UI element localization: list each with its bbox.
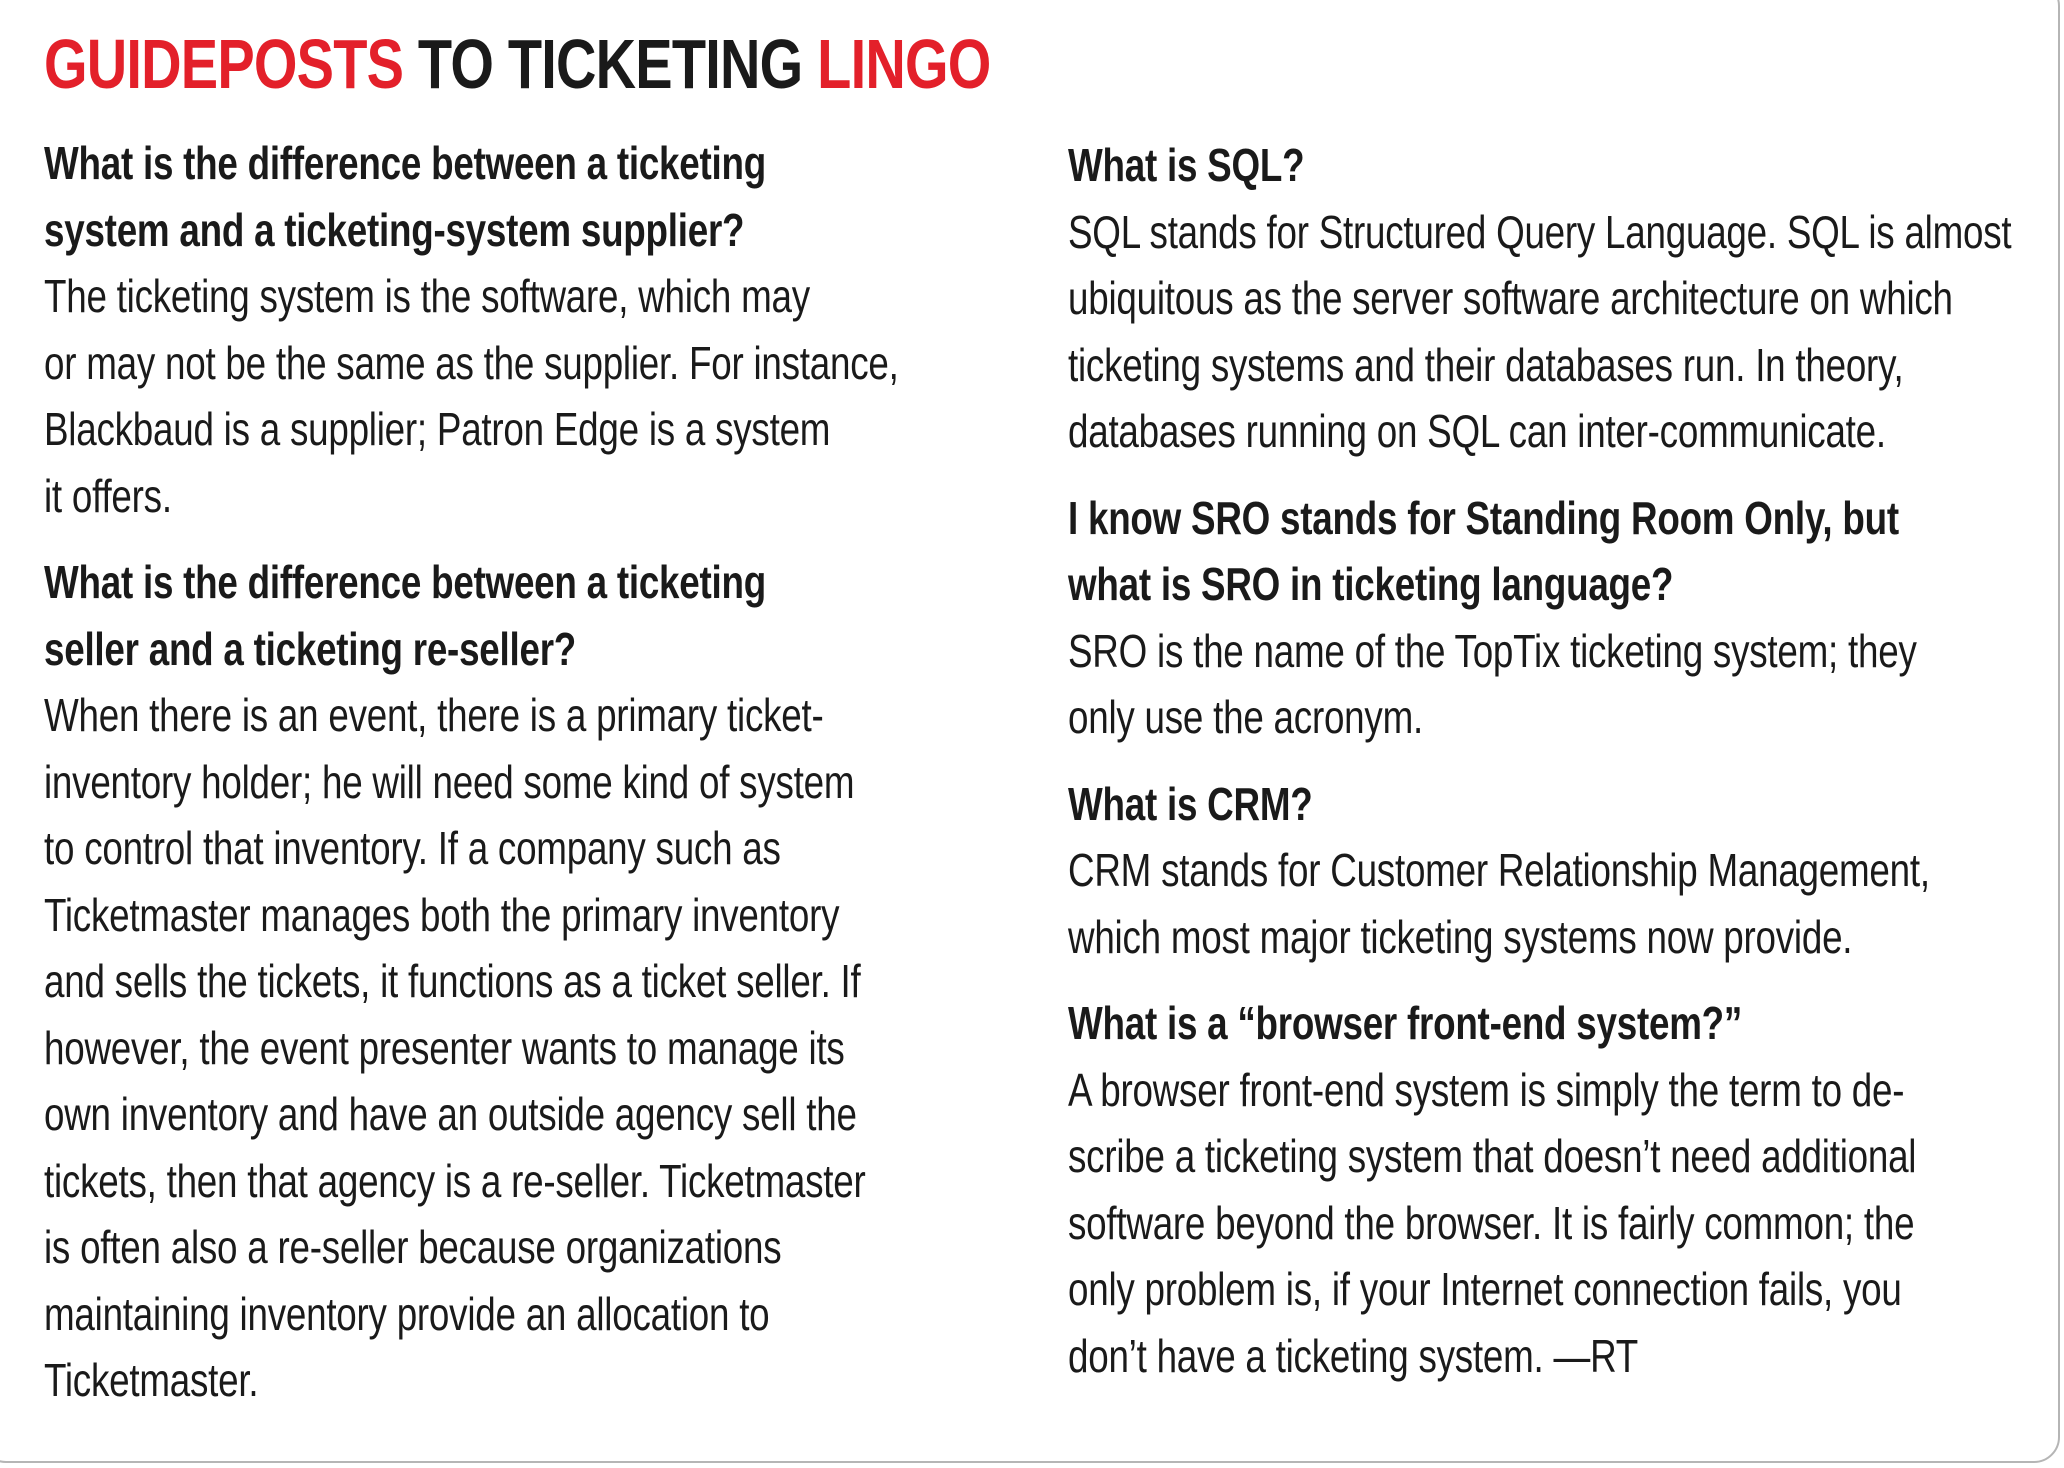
question-line: What is a “browser front-end system?” xyxy=(1068,997,1743,1049)
faq-question xyxy=(1068,990,1868,1057)
faq-question xyxy=(44,549,844,682)
question-line: What is SQL? xyxy=(1068,139,1305,191)
answer-line: maintaining inventory provide an allocation to xyxy=(44,1287,770,1340)
answer-line: A browser front-end system is simply the term to de- xyxy=(1068,1063,1905,1116)
faq-answer xyxy=(1068,618,1917,751)
answer-line: tickets, then that agency is a re-seller. Ticketmaster xyxy=(44,1154,866,1207)
answer-line: When there is an event, there is a primary ticket- xyxy=(44,689,824,741)
question-line: seller and a ticketing re-seller? xyxy=(44,622,577,675)
faq-entry xyxy=(1068,990,2064,1389)
faq-answer xyxy=(44,263,899,529)
faq-entry xyxy=(44,549,1044,1414)
faq-entry xyxy=(1068,132,2064,465)
question-line: system and a ticketing-system supplier? xyxy=(44,203,745,256)
answer-line: Ticketmaster. xyxy=(44,1354,259,1406)
question-line: What is CRM? xyxy=(1068,777,1313,830)
answer-line: to control that inventory. If a company such as xyxy=(44,822,781,874)
faq-answer xyxy=(44,682,866,1414)
answer-line: however, the event presenter wants to manage its xyxy=(44,1021,845,1074)
faq-entry xyxy=(1068,485,2064,751)
answer-line: it offers. xyxy=(44,469,172,522)
answer-line: The ticketing system is the software, which may xyxy=(44,270,810,322)
faq-question xyxy=(1068,132,1868,199)
question-line: what is SRO in ticketing language? xyxy=(1068,558,1674,610)
answer-line: CRM stands for Customer Relationship Management, xyxy=(1068,844,1930,896)
answer-line: don’t have a ticketing system. —RT xyxy=(1068,1329,1638,1382)
faq-entry xyxy=(1068,771,2064,971)
answer-line: ubiquitous as the server software architecture on which xyxy=(1068,272,1953,324)
answer-line: and sells the tickets, it functions as a ticket seller. If xyxy=(44,955,861,1007)
faq-question xyxy=(44,130,844,263)
faq-question xyxy=(1068,485,1899,618)
answer-line: Blackbaud is a supplier; Patron Edge is a system xyxy=(44,403,831,455)
faq-entry xyxy=(44,130,1044,529)
answer-line: databases running on SQL can inter-communicate. xyxy=(1068,405,1886,457)
faq-answer xyxy=(1068,199,2012,465)
answer-line: which most major ticketing systems now provide. xyxy=(1068,910,1853,963)
question-line: I know SRO stands for Standing Room Only, but xyxy=(1068,491,1899,544)
title-word-lingo: LINGO xyxy=(817,25,991,103)
faq-answer xyxy=(1068,837,1930,970)
answer-line: is often also a re-seller because organizations xyxy=(44,1221,782,1273)
answer-line: inventory holder; he will need some kind of system xyxy=(44,755,855,808)
question-line: What is the difference between a ticketing xyxy=(44,137,766,189)
faq-question xyxy=(1068,771,1868,838)
question-line: What is the difference between a ticketing xyxy=(44,556,766,608)
answer-line: scribe a ticketing system that doesn’t need additional xyxy=(1068,1130,1917,1182)
title-word-guideposts: GUIDEPOSTS xyxy=(44,25,404,103)
answer-line: SRO is the name of the TopTix ticketing system; they xyxy=(1068,624,1917,677)
faq-answer xyxy=(1068,1057,1917,1390)
right-column xyxy=(1068,132,2064,1409)
answer-line: or may not be the same as the supplier. For instance, xyxy=(44,336,899,389)
answer-line: only problem is, if your Internet connection fails, you xyxy=(1068,1263,1902,1315)
left-column xyxy=(44,130,1044,1434)
title-word-to-ticketing: TO TICKETING xyxy=(403,25,818,103)
sidebar-title xyxy=(44,24,991,104)
answer-line: SQL stands for Structured Query Language. SQL is almost xyxy=(1068,205,2012,258)
answer-line: Ticketmaster manages both the primary inventory xyxy=(44,888,840,941)
answer-line: own inventory and have an outside agency sell the xyxy=(44,1088,857,1140)
answer-line: only use the acronym. xyxy=(1068,691,1423,743)
answer-line: software beyond the browser. It is fairly common; the xyxy=(1068,1196,1915,1249)
answer-line: ticketing systems and their databases run. In theory, xyxy=(1068,338,1904,391)
